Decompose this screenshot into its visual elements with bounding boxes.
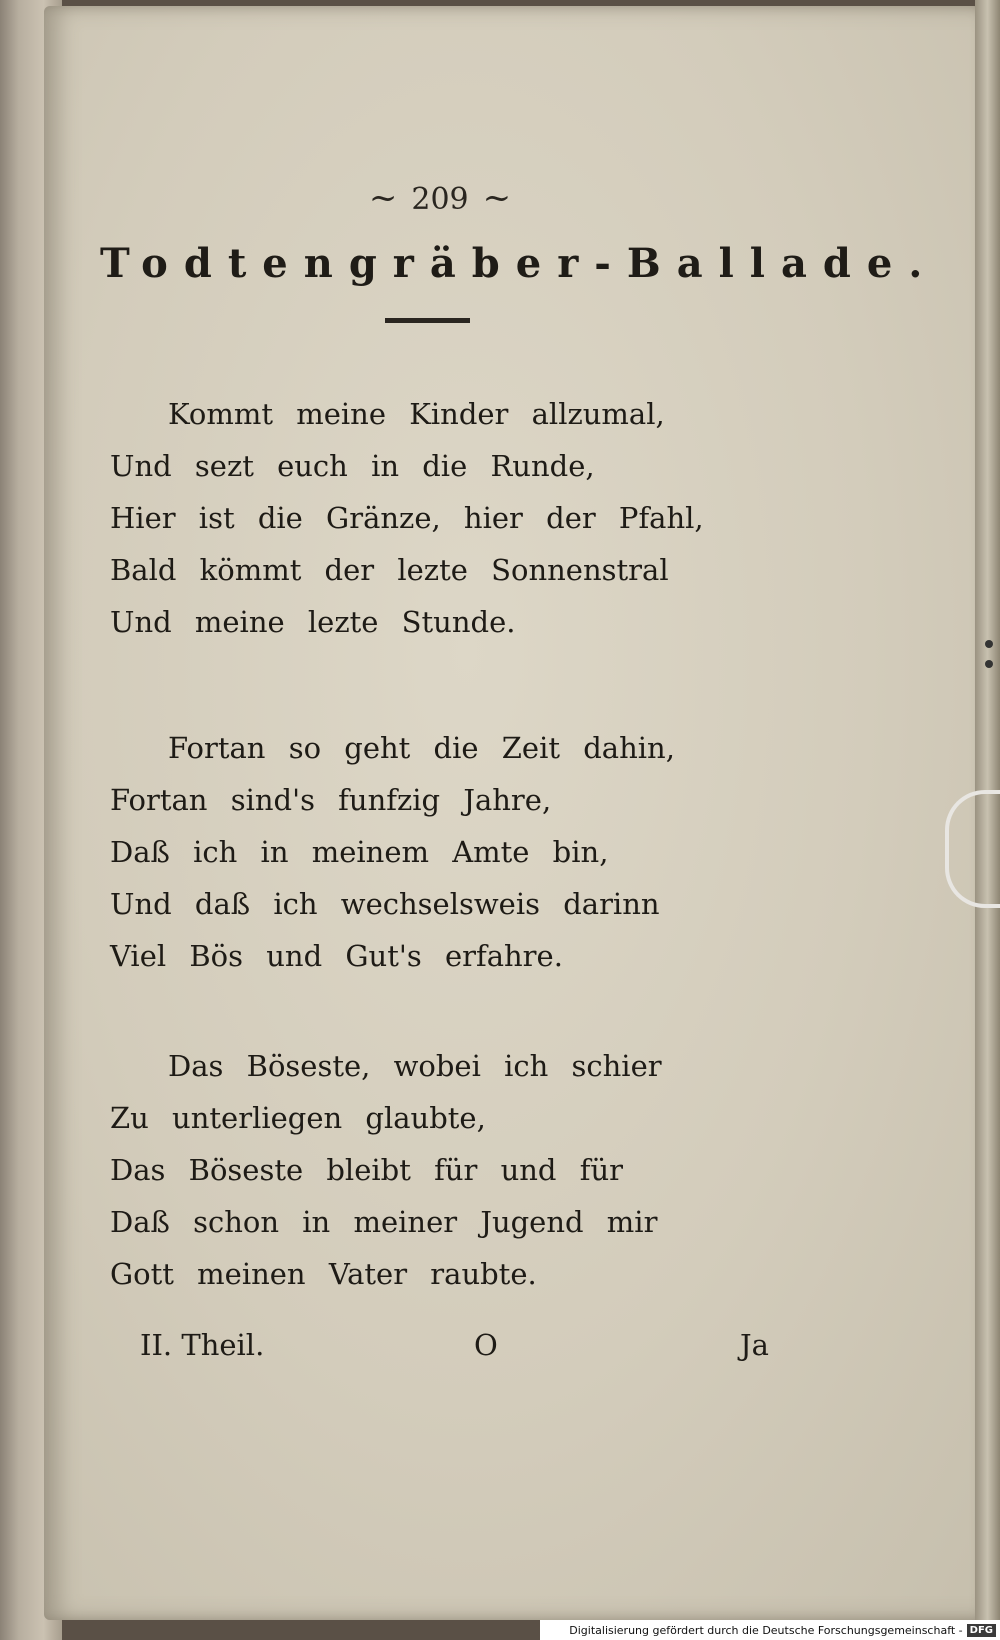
- ornament-left: ~: [368, 178, 398, 218]
- verse-line: Fortan sind's funfzig Jahre,: [110, 783, 552, 817]
- verse-line: Hier ist die Gränze, hier der Pfahl,: [110, 501, 704, 535]
- verse-line: Und meine lezte Stunde.: [110, 605, 516, 639]
- page-clip: [945, 790, 1000, 908]
- verse-line: Kommt meine Kinder allzumal,: [168, 397, 665, 431]
- verse-line: Und daß ich wechselsweis darinn: [110, 887, 660, 921]
- page-footer: [140, 1328, 780, 1368]
- credit-text: Digitalisierung gefördert durch die Deutsche Forschungsgemeinschaft -: [569, 1623, 963, 1637]
- signature-mark: O: [474, 1328, 498, 1362]
- verse-line: Das Böseste bleibt für und für: [110, 1153, 623, 1187]
- verse-line: Bald kömmt der lezte Sonnenstral: [110, 553, 669, 587]
- stanza-2: [110, 722, 750, 982]
- verse-line: Zu unterliegen glaubte,: [110, 1101, 486, 1135]
- verse-line: Daß ich in meinem Amte bin,: [110, 835, 609, 869]
- binding-dots: [985, 640, 993, 680]
- verse-line: Viel Bös und Gut's erfahre.: [110, 939, 563, 973]
- title-rule: [385, 318, 470, 323]
- ornament-right: ~: [482, 178, 512, 218]
- verse-line: Und sezt euch in die Runde,: [110, 449, 595, 483]
- page-header: [330, 178, 550, 218]
- page-number: 209: [411, 182, 469, 217]
- poem-title: Todtengräber-Ballade.: [100, 240, 939, 287]
- stanza-1: [110, 388, 750, 648]
- dfg-logo: DFG: [967, 1624, 996, 1637]
- catchword: Ja: [740, 1328, 769, 1362]
- verse-line: Gott meinen Vater raubte.: [110, 1257, 537, 1291]
- part-label: II. Theil.: [140, 1328, 265, 1362]
- verse-line: Fortan so geht die Zeit dahin,: [168, 731, 675, 765]
- stanza-3: [110, 1040, 750, 1300]
- verse-line: Das Böseste, wobei ich schier: [168, 1049, 662, 1083]
- verse-line: Daß schon in meiner Jugend mir: [110, 1205, 658, 1239]
- digitization-credit: [540, 1620, 1000, 1640]
